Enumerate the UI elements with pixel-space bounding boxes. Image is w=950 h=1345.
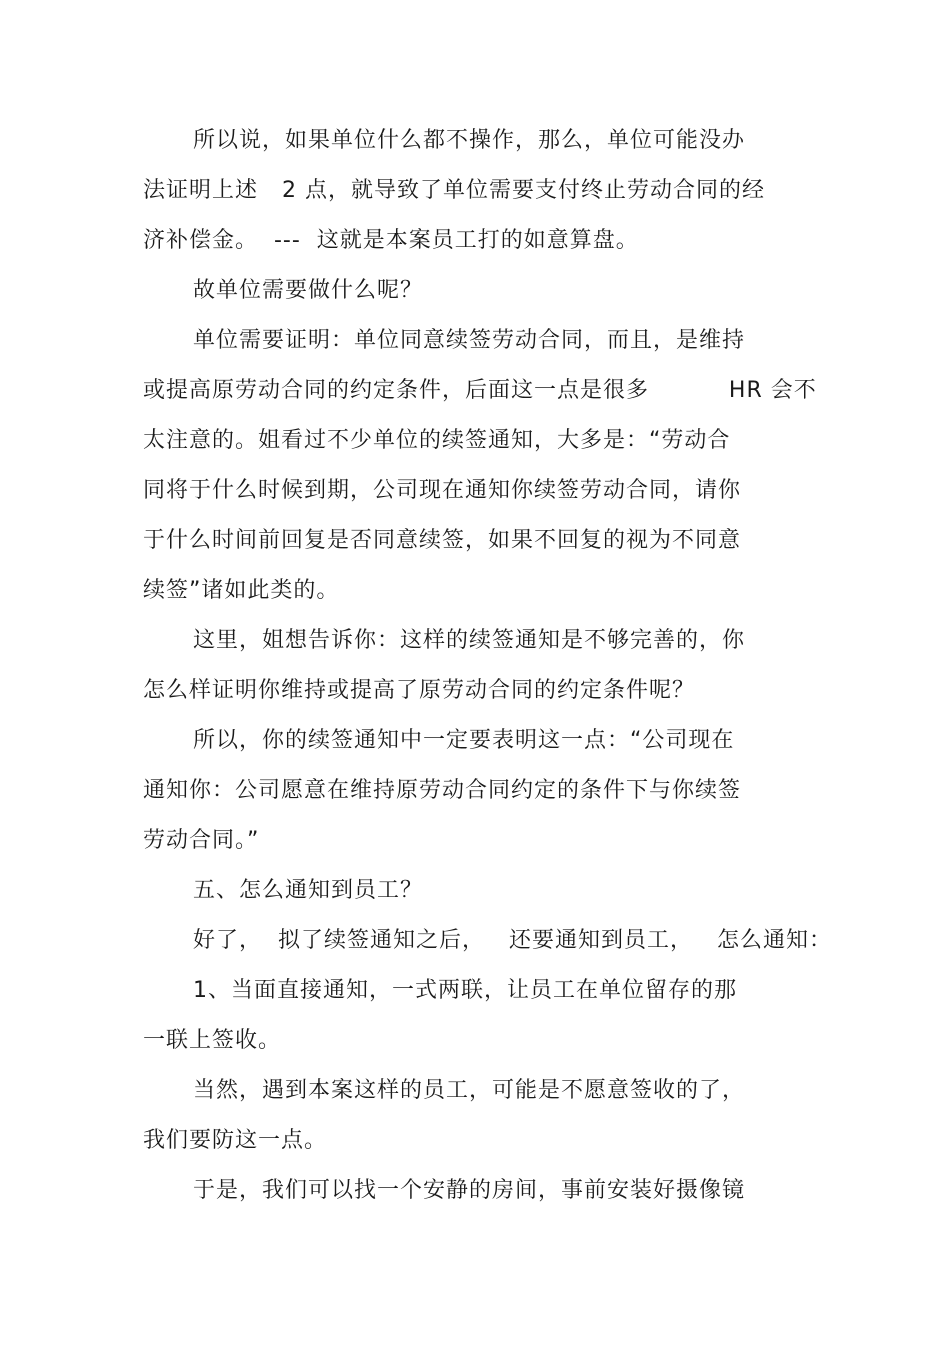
text-line: 1、当面直接通知，一式两联，让员工在单位留存的那 — [193, 978, 737, 1003]
text-line: 太注意的。姐看过不少单位的续签通知，大多是：“劳动合 — [143, 428, 731, 453]
text-line: 我们要防这一点。 — [143, 1128, 328, 1153]
text-line: 怎么样证明你维持或提高了原劳动合同的约定条件呢？ — [143, 678, 696, 703]
text-line: 于什么时间前回复是否同意续签，如果不回复的视为不同意 — [143, 528, 742, 553]
text-line: 所以说，如果单位什么都不操作，那么，单位可能没办 — [193, 128, 746, 153]
text-line: 济补偿金。 --- 这就是本案员工打的如意算盘。 — [143, 228, 639, 253]
text-line: 所以，你的续签通知中一定要表明这一点：“公司现在 — [193, 728, 735, 753]
text-line: 或提高原劳动合同的约定条件，后面这一点是很多 HR 会不 — [143, 378, 817, 403]
text-line: 劳动合同。” — [143, 828, 260, 853]
text-line: 通知你：公司愿意在维持原劳动合同约定的条件下与你续签 — [143, 778, 742, 803]
text-line: 于是，我们可以找一个安静的房间，事前安装好摄像镜 — [193, 1178, 746, 1203]
text-line: 一联上签收。 — [143, 1028, 282, 1053]
text-line: 同将于什么时候到期，公司现在通知你续签劳动合同，请你 — [143, 478, 742, 503]
text-line: 续签”诸如此类的。 — [143, 578, 340, 603]
text-line: 好了， 拟了续签通知之后， 还要通知到员工， 怎么通知： — [193, 928, 832, 953]
text-line: 当然，遇到本案这样的员工，可能是不愿意签收的了， — [193, 1078, 746, 1103]
text-line: 这里，姐想告诉你：这样的续签通知是不够完善的，你 — [193, 628, 746, 653]
text-line: 故单位需要做什么呢？ — [193, 278, 424, 303]
text-line: 单位需要证明：单位同意续签劳动合同，而且，是维持 — [193, 328, 746, 353]
text-line: 五、怎么通知到员工？ — [193, 878, 424, 903]
text-line: 法证明上述 2 点，就导致了单位需要支付终止劳动合同的经 — [143, 178, 765, 203]
